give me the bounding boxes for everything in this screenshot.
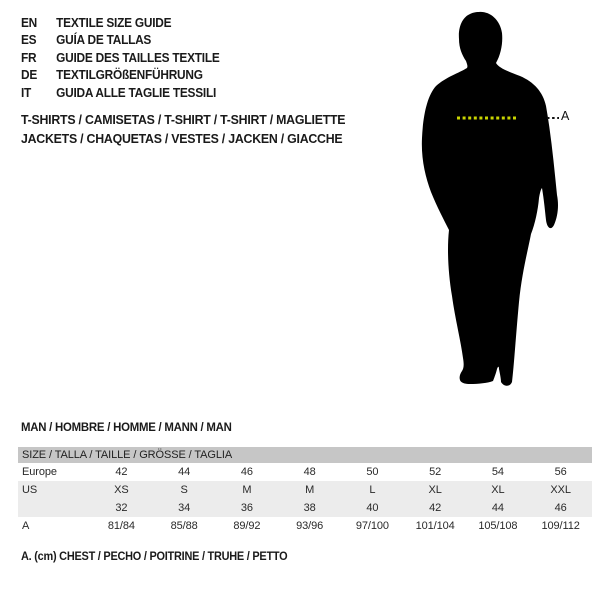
language-code: ES xyxy=(21,33,37,48)
cell: 93/96 xyxy=(296,520,324,532)
language-code: IT xyxy=(21,85,32,100)
language-title: GUÍA DE TALLAS xyxy=(56,33,152,48)
cell: XS xyxy=(114,484,129,496)
row-label: US xyxy=(22,484,38,496)
cell: XXL xyxy=(550,484,571,496)
language-row xyxy=(21,67,220,84)
size-table-header-row xyxy=(18,447,592,463)
cell: M xyxy=(242,484,252,496)
language-code: FR xyxy=(21,50,37,65)
cell: 89/92 xyxy=(233,520,261,532)
size-table xyxy=(18,447,592,535)
cell: 46 xyxy=(554,502,567,514)
cell: 48 xyxy=(303,466,316,478)
cell: 38 xyxy=(303,502,316,514)
language-row xyxy=(21,85,220,102)
category-jackets: JACKETS / CHAQUETAS / VESTES / JACKEN / GIACCHE xyxy=(21,131,343,146)
cell: 109/112 xyxy=(541,520,580,532)
language-row xyxy=(21,32,220,49)
category-tshirts: T-SHIRTS / CAMISETAS / T-SHIRT / T-SHIRT / MAGLIETTE xyxy=(21,112,346,127)
cell: 105/108 xyxy=(478,520,518,532)
language-title: TEXTILE SIZE GUIDE xyxy=(56,16,172,30)
language-title: TEXTILGRÖßENFÜHRUNG xyxy=(56,68,203,83)
cell: 44 xyxy=(178,466,191,478)
row-label xyxy=(18,499,90,517)
cell: 101/104 xyxy=(415,520,455,532)
cell: XL xyxy=(428,484,442,496)
measurement-footnote: A. (cm) CHEST / PECHO / POITRINE / TRUHE / PETTO xyxy=(21,551,288,563)
cell: 42 xyxy=(429,502,442,514)
measure-label-a: A xyxy=(561,109,570,123)
table-row-europe xyxy=(18,463,592,481)
table-row-numeric xyxy=(18,499,592,517)
cell: S xyxy=(180,484,188,496)
language-code: DE xyxy=(21,68,38,83)
language-code: EN xyxy=(21,16,38,30)
table-row-chest xyxy=(18,517,592,535)
cell: 97/100 xyxy=(355,520,389,532)
cell: 52 xyxy=(429,466,442,478)
cell: 54 xyxy=(491,466,504,478)
language-row xyxy=(21,15,220,32)
cell: 85/88 xyxy=(170,520,198,532)
cell: 40 xyxy=(366,502,379,514)
cell: 32 xyxy=(115,502,128,514)
language-title: GUIDE DES TAILLES TEXTILE xyxy=(56,50,220,65)
cell: L xyxy=(369,484,376,496)
row-label: A xyxy=(22,520,30,532)
cell: 46 xyxy=(240,466,253,478)
cell: 44 xyxy=(491,502,504,514)
language-row xyxy=(21,50,220,67)
cell: 34 xyxy=(178,502,191,514)
size-table-header: SIZE / TALLA / TAILLE / GRÖSSE / TAGLIA xyxy=(18,447,592,463)
language-list xyxy=(21,15,220,102)
row-label: Europe xyxy=(22,466,57,478)
man-figure xyxy=(418,8,570,398)
cell: XL xyxy=(491,484,505,496)
table-row-us xyxy=(18,481,592,499)
cell: 56 xyxy=(554,466,567,478)
language-title: GUIDA ALLE TAGLIE TESSILI xyxy=(56,85,217,100)
cell: 50 xyxy=(366,466,379,478)
section-title-man: MAN / HOMBRE / HOMME / MANN / MAN xyxy=(21,420,232,434)
man-silhouette xyxy=(422,12,558,386)
cell: 36 xyxy=(240,502,253,514)
cell: 81/84 xyxy=(107,520,135,532)
cell: M xyxy=(305,484,315,496)
cell: 42 xyxy=(115,466,128,478)
category-list xyxy=(21,110,345,148)
